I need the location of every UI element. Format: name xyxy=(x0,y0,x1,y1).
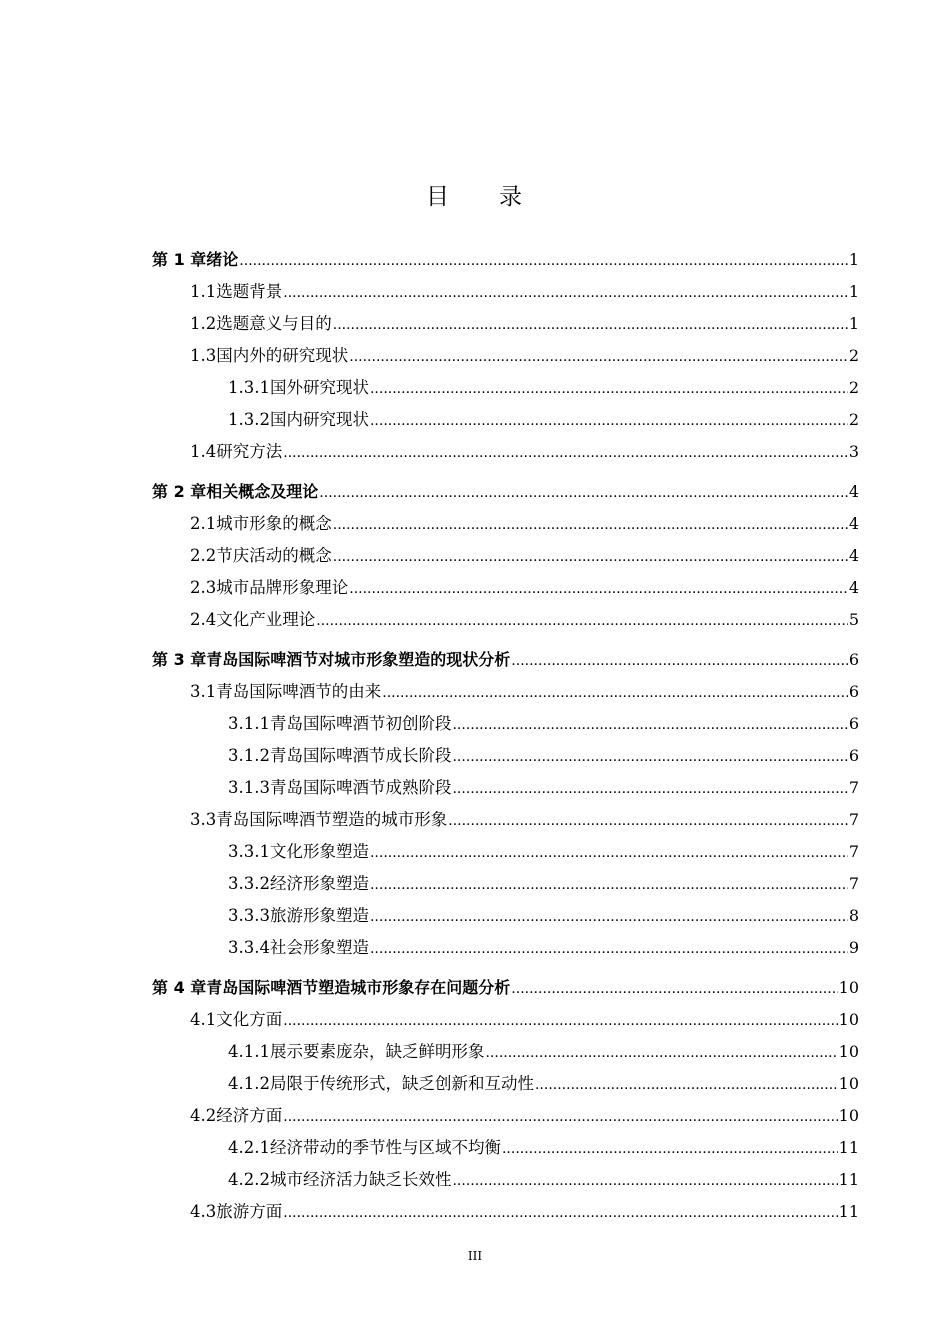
toc-entry-title: 绪论 xyxy=(206,250,239,269)
toc-entry-page-number: 5 xyxy=(848,610,859,629)
toc-entry-page-number: 1 xyxy=(848,250,859,269)
toc-dot-leader xyxy=(370,932,848,965)
toc-entry-number: 1.1 xyxy=(190,282,217,301)
toc-title-char-2: 录 xyxy=(499,184,524,210)
toc-entry-title: 旅游方面 xyxy=(216,1202,283,1221)
toc-entry-title: 经济形象塑造 xyxy=(269,874,369,893)
toc-section-entry[interactable] xyxy=(152,708,859,740)
toc-entry-number: 3.3.2 xyxy=(228,874,270,893)
toc-entry-page-number: 10 xyxy=(838,1074,859,1093)
toc-dot-leader xyxy=(283,276,848,309)
toc-entry-title: 青岛国际啤酒节初创阶段 xyxy=(269,714,452,733)
toc-dot-leader xyxy=(452,772,847,805)
toc-section-entry[interactable] xyxy=(152,604,859,636)
toc-entry-page-number: 7 xyxy=(848,874,859,893)
toc-entry-number: 3.3.3 xyxy=(228,906,270,925)
toc-entry-title: 选题意义与目的 xyxy=(216,314,332,333)
toc-dot-leader xyxy=(485,1036,837,1069)
toc-entry-number: 3.1 xyxy=(190,682,217,701)
toc-entry-page-number: 6 xyxy=(848,746,859,765)
toc-dot-leader xyxy=(370,836,848,869)
toc-entry-title: 青岛国际啤酒节成熟阶段 xyxy=(269,778,452,797)
toc-section-entry[interactable] xyxy=(152,1068,859,1100)
toc-dot-leader xyxy=(370,868,848,901)
toc-entry-title: 城市品牌形象理论 xyxy=(216,578,349,597)
toc-entry-number: 3.1.3 xyxy=(228,778,270,797)
toc-entry-number: 第 2 章 xyxy=(152,482,207,501)
toc-dot-leader xyxy=(502,1132,838,1165)
toc-entry-page-number: 1 xyxy=(848,314,859,333)
toc-entry-number: 第 4 章 xyxy=(152,978,207,997)
toc-entry-number: 1.2 xyxy=(190,314,217,333)
toc-entry-number: 1.4 xyxy=(190,442,217,461)
toc-dot-leader xyxy=(370,900,848,933)
toc-section-entry[interactable] xyxy=(152,572,859,604)
toc-dot-leader xyxy=(382,676,848,709)
toc-entry-page-number: 6 xyxy=(848,682,859,701)
toc-entry-number: 4.1.1 xyxy=(228,1042,270,1061)
toc-section-entry[interactable] xyxy=(152,508,859,540)
toc-entry-page-number: 6 xyxy=(848,714,859,733)
toc-dot-leader xyxy=(239,244,848,277)
toc-entry-number: 2.3 xyxy=(190,578,217,597)
toc-entry-page-number: 10 xyxy=(838,978,859,997)
toc-entry-title: 节庆活动的概念 xyxy=(216,546,332,565)
toc-entry-title: 展示要素庞杂，缺乏鲜明形象 xyxy=(269,1042,485,1061)
table-of-contents xyxy=(152,244,859,1228)
toc-section-entry[interactable] xyxy=(152,1132,859,1164)
toc-entry-page-number: 8 xyxy=(848,906,859,925)
toc-chapter-entry[interactable] xyxy=(152,972,859,1004)
toc-entry-title: 文化方面 xyxy=(216,1010,283,1029)
toc-entry-number: 第 3 章 xyxy=(152,650,207,669)
toc-entry-title: 社会形象塑造 xyxy=(269,938,369,957)
toc-section-entry[interactable] xyxy=(152,772,859,804)
toc-chapter-entry[interactable] xyxy=(152,244,859,276)
toc-entry-number: 2.1 xyxy=(190,514,217,533)
toc-entry-title: 经济方面 xyxy=(216,1106,283,1125)
toc-entry-page-number: 7 xyxy=(848,810,859,829)
toc-entry-page-number: 4 xyxy=(848,514,859,533)
toc-section-entry[interactable] xyxy=(152,1004,859,1036)
toc-entry-number: 4.3 xyxy=(190,1202,217,1221)
toc-dot-leader xyxy=(535,1068,838,1101)
toc-section-entry[interactable] xyxy=(152,804,859,836)
toc-entry-number: 4.2.2 xyxy=(228,1170,270,1189)
toc-dot-leader xyxy=(452,708,847,741)
toc-entry-number: 4.2.1 xyxy=(228,1138,270,1157)
toc-dot-leader xyxy=(511,972,837,1005)
toc-entry-number: 3.3.4 xyxy=(228,938,270,957)
toc-entry-title: 城市经济活力缺乏长效性 xyxy=(269,1170,452,1189)
toc-entry-page-number: 11 xyxy=(838,1138,859,1157)
toc-entry-title: 局限于传统形式，缺乏创新和互动性 xyxy=(269,1074,534,1093)
toc-entry-page-number: 1 xyxy=(848,282,859,301)
toc-section-entry[interactable] xyxy=(152,436,859,468)
toc-dot-leader xyxy=(283,1004,837,1037)
toc-entry-number: 3.3.1 xyxy=(228,842,270,861)
toc-section-entry[interactable] xyxy=(152,868,859,900)
toc-section-entry[interactable] xyxy=(152,932,859,964)
toc-chapter-entry[interactable] xyxy=(152,476,859,508)
toc-entry-page-number: 4 xyxy=(848,578,859,597)
toc-entry-title: 国内外的研究现状 xyxy=(216,346,349,365)
toc-entry-page-number: 10 xyxy=(838,1010,859,1029)
toc-section-entry[interactable] xyxy=(152,1036,859,1068)
toc-entry-number: 3.1.2 xyxy=(228,746,270,765)
toc-entry-title: 相关概念及理论 xyxy=(206,482,319,501)
toc-section-entry[interactable] xyxy=(152,540,859,572)
toc-section-entry[interactable] xyxy=(152,404,859,436)
toc-entry-title: 国内研究现状 xyxy=(269,410,369,429)
toc-entry-title: 选题背景 xyxy=(216,282,283,301)
toc-entry-page-number: 4 xyxy=(848,482,859,501)
toc-entry-number: 2.4 xyxy=(190,610,217,629)
toc-entry-page-number: 2 xyxy=(848,346,859,365)
toc-entry-title: 研究方法 xyxy=(216,442,283,461)
toc-dot-leader xyxy=(349,340,848,373)
toc-entry-number: 1.3 xyxy=(190,346,217,365)
toc-section-entry[interactable] xyxy=(152,340,859,372)
toc-entry-title: 文化形象塑造 xyxy=(269,842,369,861)
toc-entry-title: 青岛国际啤酒节对城市形象塑造的现状分析 xyxy=(206,650,511,669)
toc-entry-title: 城市形象的概念 xyxy=(216,514,332,533)
toc-section-entry[interactable] xyxy=(152,836,859,868)
toc-entry-title: 青岛国际啤酒节成长阶段 xyxy=(269,746,452,765)
toc-entry-number: 3.1.1 xyxy=(228,714,270,733)
toc-entry-number: 1.3.2 xyxy=(228,410,270,429)
toc-entry-title: 文化产业理论 xyxy=(216,610,316,629)
toc-dot-leader xyxy=(333,540,848,573)
toc-chapter-entry[interactable] xyxy=(152,644,859,676)
toc-dot-leader xyxy=(283,1196,837,1229)
toc-section-entry[interactable] xyxy=(152,740,859,772)
toc-dot-leader xyxy=(283,1100,837,1133)
toc-entry-number: 2.2 xyxy=(190,546,217,565)
toc-dot-leader xyxy=(349,572,848,605)
toc-dot-leader xyxy=(283,436,848,469)
toc-entry-number: 4.2 xyxy=(190,1106,217,1125)
toc-dot-leader xyxy=(319,476,848,509)
toc-entry-title: 经济带动的季节性与区域不均衡 xyxy=(269,1138,501,1157)
toc-dot-leader xyxy=(370,404,848,437)
toc-dot-leader xyxy=(333,308,848,341)
toc-section-entry[interactable] xyxy=(152,1196,859,1228)
toc-entry-page-number: 6 xyxy=(848,650,859,669)
toc-dot-leader xyxy=(511,644,848,677)
toc-entry-page-number: 10 xyxy=(838,1106,859,1125)
toc-entry-page-number: 9 xyxy=(848,938,859,957)
toc-entry-number: 4.1 xyxy=(190,1010,217,1029)
toc-title xyxy=(0,178,950,211)
toc-title-char-1: 目 xyxy=(426,184,451,210)
toc-dot-leader xyxy=(370,372,848,405)
toc-dot-leader xyxy=(452,740,847,773)
toc-entry-title: 青岛国际啤酒节塑造的城市形象 xyxy=(216,810,448,829)
toc-section-entry[interactable] xyxy=(152,372,859,404)
toc-entry-number: 4.1.2 xyxy=(228,1074,270,1093)
page-number-footer: III xyxy=(467,1249,483,1263)
toc-dot-leader xyxy=(333,508,848,541)
toc-entry-page-number: 10 xyxy=(838,1042,859,1061)
toc-section-entry[interactable] xyxy=(152,276,859,308)
toc-dot-leader xyxy=(452,1164,837,1197)
toc-entry-page-number: 7 xyxy=(848,842,859,861)
toc-section-entry[interactable] xyxy=(152,900,859,932)
toc-entry-page-number: 11 xyxy=(838,1170,859,1189)
toc-entry-title: 青岛国际啤酒节的由来 xyxy=(216,682,382,701)
toc-entry-title: 旅游形象塑造 xyxy=(269,906,369,925)
toc-entry-page-number: 7 xyxy=(848,778,859,797)
toc-entry-page-number: 11 xyxy=(838,1202,859,1221)
toc-entry-number: 3.3 xyxy=(190,810,217,829)
toc-entry-page-number: 3 xyxy=(848,442,859,461)
toc-section-entry[interactable] xyxy=(152,1164,859,1196)
toc-entry-page-number: 4 xyxy=(848,546,859,565)
toc-section-entry[interactable] xyxy=(152,308,859,340)
toc-entry-page-number: 2 xyxy=(848,410,859,429)
toc-entry-number: 1.3.1 xyxy=(228,378,270,397)
toc-entry-number: 第 1 章 xyxy=(152,250,207,269)
toc-section-entry[interactable] xyxy=(152,676,859,708)
toc-dot-leader xyxy=(448,804,848,837)
toc-entry-title: 青岛国际啤酒节塑造城市形象存在问题分析 xyxy=(206,978,511,997)
toc-entry-title: 国外研究现状 xyxy=(269,378,369,397)
toc-entry-page-number: 2 xyxy=(848,378,859,397)
toc-section-entry[interactable] xyxy=(152,1100,859,1132)
toc-dot-leader xyxy=(316,604,848,637)
